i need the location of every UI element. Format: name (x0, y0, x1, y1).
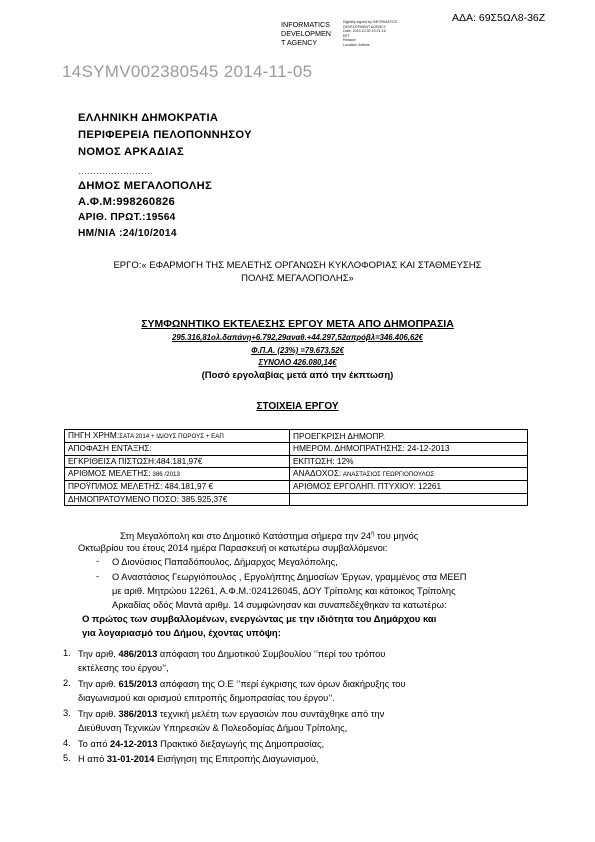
list-number: 3. (63, 708, 71, 718)
details-row (65, 430, 528, 443)
list-item-continuation: Διεύθυνση Τεχνικών Υπηρεσιών & Πολεοδομίας Δήμου Τρίπολης, (78, 723, 348, 733)
afm: Α.Φ.Μ:998260826 (78, 196, 176, 208)
details-cell-right (290, 481, 528, 494)
list-item-reference: 386/2013 (118, 709, 158, 719)
details-cell-left (65, 455, 290, 468)
header-dots: ……………………. (78, 166, 153, 176)
details-row (65, 468, 528, 481)
details-cell-left (65, 430, 290, 443)
header-line-1: ΕΛΛΗΝΙΚΗ ΔΗΜΟΚΡΑΤΙΑ (78, 112, 219, 124)
details-row (65, 481, 528, 494)
details-cell-right (290, 430, 528, 443)
document-date: ΗΜ/ΝΙΑ :24/10/2014 (78, 228, 177, 239)
stamp-detail-line: Location: Athens (343, 42, 370, 47)
list-item-text: Την αριθ. (78, 679, 119, 689)
stamp-detail-line: DEVELOPMENT AGENCY (343, 24, 387, 29)
list-item (78, 648, 385, 661)
stamp-name-line: INFORMATICS (281, 20, 330, 29)
details-value: ΣΑΤΑ 2014 + ΙΔΙΟΥΣ ΠΟΡΟΥΣ + ΕΑΠ (119, 433, 224, 440)
intro-text: Στη Μεγαλόπολη και στο Δημοτικό Κατάστημα σήμερα την 24 (120, 531, 372, 542)
list-dash: - (96, 571, 100, 581)
list-item (78, 708, 384, 721)
details-label: ΠΗΓΗ ΧΡΗΜ: (68, 430, 120, 440)
list-item (78, 738, 324, 751)
details-row (65, 443, 528, 456)
list-number: 1. (63, 648, 71, 658)
details-cell-right (290, 455, 528, 468)
list-item-text: απόφαση του Δημοτικού Συμβουλίου ‘’περί του τρόπου (157, 649, 386, 659)
list-number: 5. (63, 753, 71, 763)
dimos-name: ΔΗΜΟΣ ΜΕΓΑΛΟΠΟΛΗΣ (78, 180, 213, 192)
signature-stamp-details (343, 20, 413, 48)
project-details-title: ΣΤΟΙΧΕΙΑ ΕΡΓΟΥ (256, 401, 339, 412)
bold-statement-2: για λογαριασμό του Δήμου, έχοντας υπόψη: (82, 628, 281, 639)
protocol-number: ΑΡΙΘ. ΠΡΩΤ.:19564 (78, 212, 176, 223)
list-item (78, 753, 318, 766)
header-line-2: ΠΕΡΙΦΕΡΕΙΑ ΠΕΛΟΠΟΝΝΗΣΟΥ (78, 129, 252, 141)
stamp-name-line: T AGENCY (281, 38, 318, 47)
list-item-text: τεχνική μελέτη των εργασιών που συντάχθηκε από την (157, 709, 385, 719)
details-label: ΑΡΙΘΜΟΣ ΜΕΛΕΤΗΣ: (68, 468, 151, 479)
details-label: ΠΡΟΫΠ/ΜΟΣ ΜΕΛΕΤΗΣ: (68, 481, 163, 492)
list-item-reference: 31-01-2014 (106, 754, 155, 764)
details-label: ΑΝΑΔΟΧΟΣ: (293, 468, 342, 479)
signature-stamp-name (281, 20, 341, 47)
details-value: 12261 (415, 481, 442, 492)
header-line-3: ΝΟΜΟΣ ΑΡΚΑΔΙΑΣ (78, 146, 185, 158)
details-label: ΑΡΙΘΜΟΣ ΕΡΓΟΛΗΠ. ΠΤΥΧΙΟΥ: (293, 481, 416, 492)
details-label: ΠΡΟΕΓΚΡΙΣΗ ΔΗΜΟΠΡ. (293, 430, 386, 441)
details-value: 385.925,37€ (178, 494, 228, 505)
party-2-line-3: Αρκαδίας οδός Μαντά αριθμ. 14 συμφώνησαν και συναπεδέχθηκαν τα κατωτέρω: (112, 600, 447, 610)
stamp-detail-line: Digitally signed by INFORMATICS (343, 20, 398, 24)
list-item-continuation: εκτέλεσης του έργου’’, (78, 663, 169, 673)
details-value: 386 /2013 (150, 471, 180, 479)
list-dash: - (96, 556, 100, 566)
party-2-line-2: με αριθ. Μητρώου 12261, Α.Φ.Μ.:024126045, ΔΟΥ Τρίπολης και κάτοικος Τρίπολης (112, 586, 456, 596)
stamp-detail-line: Reason: (343, 38, 357, 43)
intro-superscript: η (371, 531, 375, 537)
list-item-reference: 24-12-2013 (109, 739, 158, 749)
list-item-text: Η από (78, 754, 107, 764)
details-cell-left (65, 481, 290, 494)
amount-note: (Ποσό εργολαβίας μετά από την έκπτωση) (201, 370, 394, 381)
details-value: ΑΝΑΣΤΑΣΙΟΣ ΓΕΩΡΓΙΟΠΟΥΛΟΣ (341, 471, 435, 479)
details-cell-left (65, 493, 290, 506)
bold-statement-1: Ο πρώτος των συμβαλλομένων, ενεργώντας με την ιδιότητα του Δημάρχου και (82, 614, 437, 625)
details-row (65, 493, 528, 506)
ada-code: ΑΔΑ: 69Σ5ΩΛ8-36Ζ (452, 12, 546, 24)
details-row (65, 455, 528, 468)
project-title-line-1: ΕΡΓΟ:« ΕΦΑΡΜΟΓΗ ΤΗΣ ΜΕΛΕΤΗΣ ΟΡΓΑΝΩΣΗ ΚΥΚΛΟΦΟΡΙΑΣ ΚΑΙ ΣΤΑΘΜΕΥΣΗΣ (113, 260, 482, 271)
details-label: ΕΚΠΤΩΣΗ: (293, 455, 335, 466)
list-number: 4. (63, 738, 71, 748)
details-cell-left (65, 468, 290, 481)
details-value: 484.181,97€ (156, 455, 203, 466)
document-id-watermark: 14SYMV002380545 2014-11-05 (62, 62, 313, 81)
details-label: ΗΜΕΡΟΜ. ΔΗΜΟΠΡΑΤΗΣΗΣ: (293, 443, 405, 454)
intro-line-2: Οκτωβρίου του έτους 2014 ημέρα Παρασκευή οι κατωτέρω συμβαλλόμενοι: (78, 543, 388, 553)
vat-amount: Φ.Π.Α. (23%) =79.673,52€ (251, 346, 344, 355)
details-value: 12% (334, 455, 354, 466)
list-item-text: Την αριθ. (78, 649, 119, 659)
details-value: 484.181,97 € (162, 481, 214, 492)
list-item-continuation: διαγωνισμού και ορισμού επιτροπής δημοπρασίας του έργου’’. (78, 693, 335, 703)
list-item-text: Πρακτικό διεξαγωγής της Δημοπρασίας, (157, 739, 325, 749)
party-1: Ο Διονύσιος Παπαδόπουλος, Δήμαρχος Μεγαλόπολης, (112, 557, 338, 567)
details-label: ΕΓΚΡΙΘΕΙΣΑ ΠΙΣΤΩΣΗ: (68, 455, 157, 466)
list-item-text: Εισήγηση της Επιτροπής Διαγωνισμού, (154, 754, 319, 764)
stamp-name-line: DEVELOPMEN (281, 29, 331, 38)
intro-text-end: του μηνός (374, 531, 419, 542)
party-2-line-1: Ο Αναστάσιος Γεωργιόπουλος , Εργολήπτης Δημοσίων Έργων, γραμμένος στα ΜΕΕΠ (112, 572, 467, 582)
project-details-table (64, 429, 528, 506)
details-cell-right (290, 493, 528, 506)
list-item-text: απόφαση της Ο.Ε ‘’περί έγκρισης των όρων διακήρυξης του (157, 679, 406, 689)
contract-title: ΣΥΜΦΩΝΗΤΙΚΟ ΕΚΤΕΛΕΣΗΣ ΕΡΓΟΥ ΜΕΤΑ ΑΠΟ ΔΗΜΟΠΡΑΣΙΑ (141, 318, 454, 330)
list-item-reference: 615/2013 (118, 679, 158, 689)
project-title-line-2: ΠΟΛΗΣ ΜΕΓΑΛΟΠΟΛΗΣ» (241, 273, 354, 284)
stamp-detail-line: EET (343, 33, 350, 38)
list-number: 2. (63, 678, 71, 688)
details-value: 24-12-2013 (404, 443, 450, 454)
details-cell-right (290, 443, 528, 456)
contract-amount: 295.316,81ολ.δαπάνη+6.792,29αναθ.+44.297,52απρόβλ=346.406,62€ (172, 333, 423, 342)
details-label: ΑΠΟΦΑΣΗ ΕΝΤΑΞΗΣ: (68, 443, 152, 454)
details-label: ΔΗΜΟΠΡΑΤΟΥΜΕΝΟ ΠΟΣΟ: (68, 494, 179, 505)
details-cell-left (65, 443, 290, 456)
details-cell-right (290, 468, 528, 481)
list-item-text: Την αριθ. (78, 709, 119, 719)
list-item-text: Το από (78, 739, 110, 749)
stamp-detail-line: Date: 2014.10.30 10:21:16 (343, 29, 386, 34)
list-item-reference: 486/2013 (118, 649, 158, 659)
list-item (78, 678, 406, 691)
total-amount: ΣΥΝΟΛΟ 426.080,14€ (258, 358, 337, 367)
